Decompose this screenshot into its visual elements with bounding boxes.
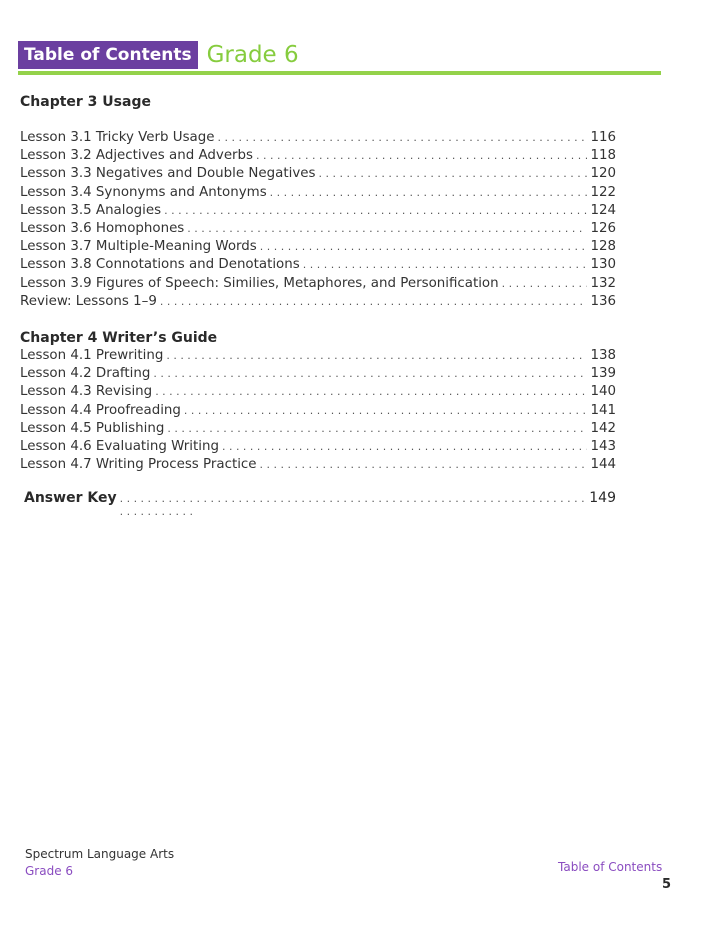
toc-entry-label: Lesson 3.4 Synonyms and Antonyms: [20, 184, 267, 200]
toc-entry-label: Lesson 3.7 Multiple-Meaning Words: [20, 239, 257, 255]
toc-entry-label: Lesson 3.9 Figures of Speech: Similies, Metaphores, and Personification: [20, 275, 499, 291]
toc-entry-label: Lesson 4.3 Revising: [20, 384, 153, 400]
header-divider: [18, 71, 661, 75]
toc-entry-page: 138: [590, 348, 616, 363]
toc-entry[interactable]: [20, 383, 616, 401]
leader-dots: [218, 129, 587, 147]
toc-entry-page: 116: [590, 130, 616, 145]
toc-entry-page: 142: [590, 420, 616, 436]
toc-entry[interactable]: [20, 420, 616, 438]
toc-entry-page: 128: [590, 239, 616, 255]
leader-dots: [260, 456, 587, 474]
footer-book-title: Spectrum Language Arts: [25, 847, 175, 861]
answer-key-page: 149: [589, 490, 616, 506]
leader-dots: [260, 238, 587, 256]
leader-dots: [222, 438, 587, 456]
leader-dots: [155, 383, 587, 401]
toc-entry[interactable]: [20, 165, 616, 183]
toc-entry[interactable]: [20, 275, 616, 293]
leader-dots: [184, 402, 587, 420]
toc-entry-label: Lesson 4.2 Drafting: [20, 366, 151, 382]
toc-entry-page: 126: [590, 220, 616, 236]
toc-entry-page: 144: [590, 457, 616, 473]
toc-entry[interactable]: [20, 184, 616, 202]
leader-dots: [256, 147, 587, 165]
page-header: [18, 41, 299, 69]
chapter-4-entries: [20, 347, 616, 474]
chapter-3-heading: Chapter 3 Usage: [20, 94, 151, 110]
toc-entry-page: 120: [590, 166, 616, 182]
grade-title: Grade 6: [206, 42, 299, 68]
page-number: 5: [662, 877, 672, 892]
toc-entry-label: Lesson 4.7 Writing Process Practice: [20, 457, 257, 473]
leader-dots: [164, 202, 587, 220]
toc-entry[interactable]: [20, 238, 616, 256]
leader-dots: [502, 275, 587, 293]
leader-dots: [120, 492, 587, 518]
footer-section: Table of Contents: [558, 860, 663, 874]
toc-entry-page: 143: [590, 438, 616, 454]
footer-grade: Grade 6: [25, 864, 74, 878]
toc-entry-label: Lesson 3.8 Connotations and Denotations: [20, 257, 300, 273]
toc-entry-page: 124: [590, 202, 616, 218]
toc-entry-page: 141: [590, 402, 616, 418]
toc-entry[interactable]: [20, 202, 616, 220]
toc-entry-label: Lesson 3.2 Adjectives and Adverbs: [20, 148, 254, 164]
toc-entry-page: 122: [590, 184, 616, 200]
toc-entry-label: Lesson 3.3 Negatives and Double Negatives: [20, 166, 316, 182]
leader-dots: [270, 184, 587, 202]
toc-entry-page: 132: [590, 275, 616, 291]
toc-entry[interactable]: [20, 220, 616, 238]
toc-entry-label: Lesson 4.1 Prewriting: [20, 348, 164, 363]
leader-dots: [166, 347, 587, 365]
toc-entry[interactable]: [20, 365, 616, 383]
leader-dots: [187, 220, 587, 238]
toc-entry-label: Lesson 3.1 Tricky Verb Usage: [20, 130, 215, 145]
toc-entry-page: 139: [590, 366, 616, 382]
toc-entry-label: Lesson 4.6 Evaluating Writing: [20, 438, 219, 454]
toc-entry-page: 136: [590, 293, 616, 309]
answer-key-label: Answer Key: [24, 490, 117, 506]
toc-entry-page: 118: [590, 148, 616, 164]
toc-entry[interactable]: [20, 347, 616, 365]
chapter-4-heading: Chapter 4 Writer’s Guide: [20, 330, 218, 346]
toc-entry[interactable]: [20, 256, 616, 274]
leader-dots: [160, 293, 587, 311]
chapter-3-entries: [20, 129, 616, 311]
toc-entry-label: Lesson 3.6 Homophones: [20, 220, 185, 236]
toc-title-badge: Table of Contents: [18, 41, 198, 69]
leader-dots: [153, 365, 587, 383]
toc-entry-label: Review: Lessons 1–9: [20, 293, 157, 309]
toc-entry-page: 140: [590, 384, 616, 400]
toc-entry[interactable]: [20, 129, 616, 147]
leader-dots: [167, 420, 587, 438]
toc-entry[interactable]: [20, 456, 616, 474]
toc-entry-label: Lesson 4.5 Publishing: [20, 420, 165, 436]
toc-entry[interactable]: [20, 147, 616, 165]
toc-entry-label: Lesson 3.5 Analogies: [20, 202, 162, 218]
leader-dots: [303, 256, 587, 274]
toc-entry-page: 130: [590, 257, 616, 273]
toc-entry[interactable]: [20, 402, 616, 420]
answer-key-entry[interactable]: [24, 490, 616, 518]
toc-entry-label: Lesson 4.4 Proofreading: [20, 402, 181, 418]
toc-entry[interactable]: [20, 293, 616, 311]
toc-entry[interactable]: [20, 438, 616, 456]
leader-dots: [318, 165, 587, 183]
